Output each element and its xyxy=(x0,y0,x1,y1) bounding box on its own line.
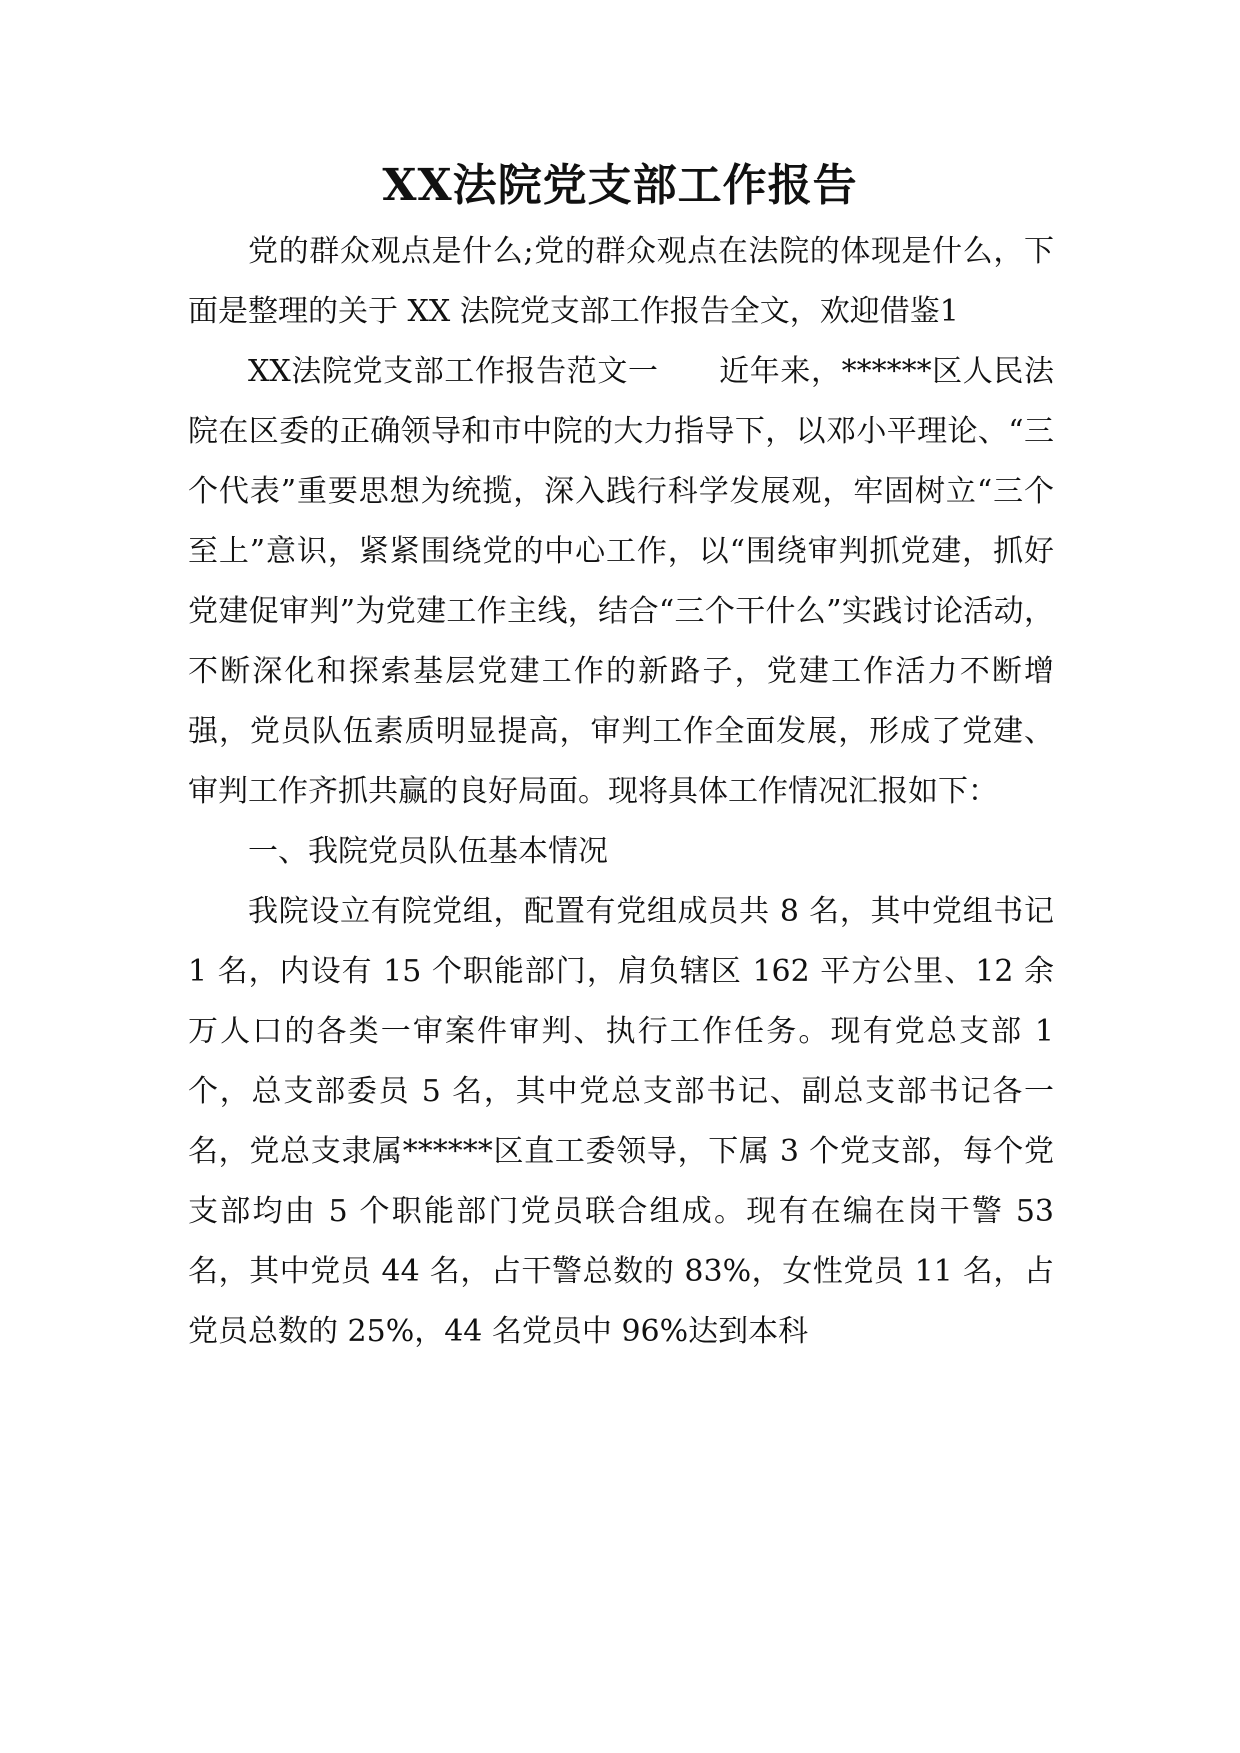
section-heading: XX法院党支部工作报告范文一 xyxy=(248,354,659,389)
party-members-paragraph: 我院设立有院党组，配置有党组成员共 8 名，其中党组书记 1 名，内设有 15 个职能部门，肩负辖区 162 平方公里、12 余万人口的各类一审案件审判、执行工作任务。现有党总支部 1 个，总支部委员 5 名，其中党总支部书记、副总支部书记各一名，党总支隶属******区直工委领导，下属 3 个党支部，每个党支部均由 5 个职能部门党员联合组成。现有在编在岗干警 53 名，其中党员 44 名，占干警总数的 83%，女性党员 11 名，占党员总数的 25%，44 名党员中 96%达到本科 xyxy=(188,894,1054,1349)
section-intro: 近年来，******区人民法院在区委的正确领导和市中院的大力指导下，以邓小平理论、“三个代表”重要思想为统揽，深入践行科学发展观，牢固树立“三个至上”意识，紧紧围绕党的中心工作，以“围绕审判抓党建，抓好党建促审判”为党建工作主线，结合“三个干什么”实践讨论活动，不断深化和探索基层党建工作的新路子，党建工作活力不断增强，党员队伍素质明显提高，审判工作全面发展，形成了党建、审判工作齐抓共赢的良好局面。 xyxy=(188,354,1054,809)
section-paragraph xyxy=(188,342,1054,822)
intro-paragraph: 党的群众观点是什么;党的群众观点在法院的体现是什么，下面是整理的关于 XX 法院党支部工作报告全文，欢迎借鉴1 xyxy=(188,234,1054,329)
section-intro-closing: 现将具体工作情况汇报如下： xyxy=(608,774,998,809)
section-one-heading: 一、我院党员队伍基本情况 xyxy=(248,834,608,869)
document-title: XX法院党支部工作报告 xyxy=(382,160,858,211)
document-body xyxy=(188,222,1054,1362)
